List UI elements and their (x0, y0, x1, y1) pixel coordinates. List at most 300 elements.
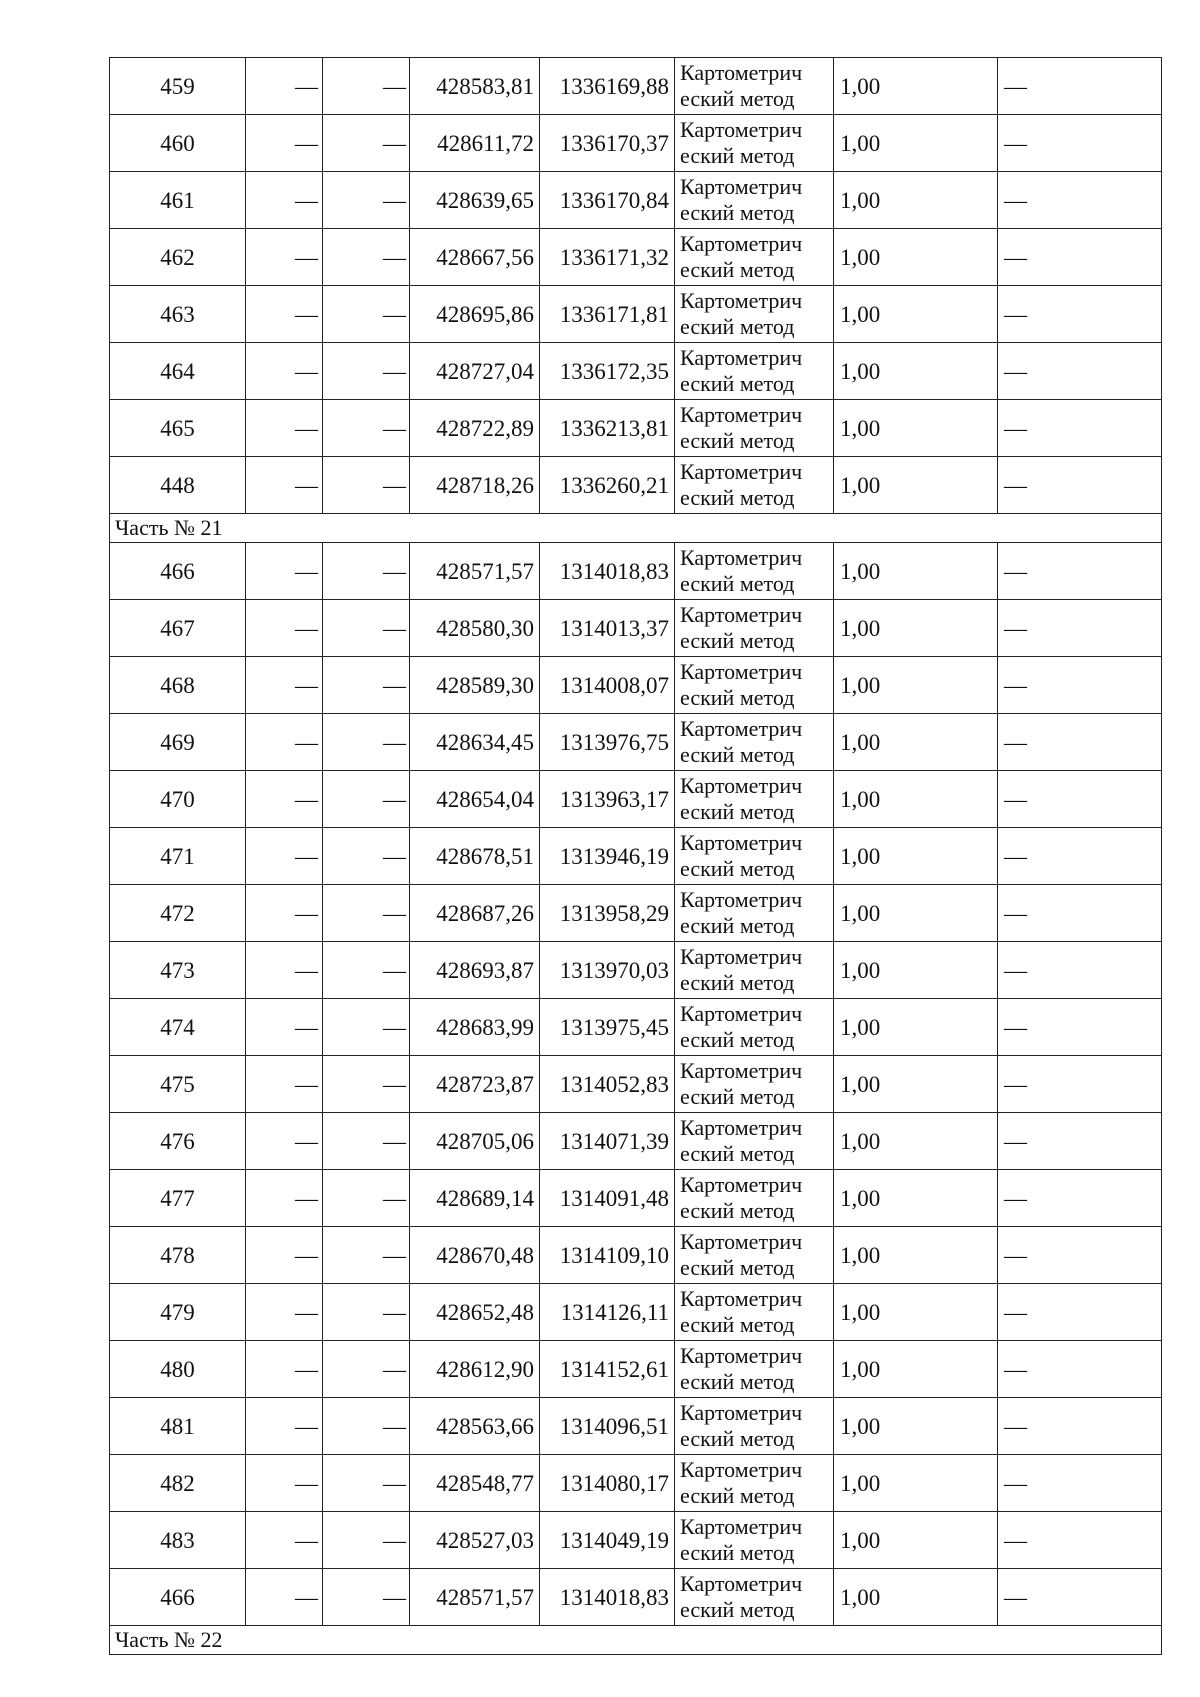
description-cell: — (998, 1398, 1162, 1455)
old-y-cell: — (323, 172, 410, 229)
method-line-2: еский метод (680, 1198, 795, 1223)
old-x-cell: — (246, 1227, 323, 1284)
method-line-2: еский метод (680, 913, 795, 938)
point-number-cell: 479 (110, 1284, 246, 1341)
old-y-cell: — (323, 1569, 410, 1626)
y-coordinate-cell: 1314152,61 (540, 1341, 675, 1398)
method-line-1: Картометрич (680, 1571, 803, 1596)
old-y-cell: — (323, 58, 410, 115)
old-y-cell: — (323, 343, 410, 400)
x-coordinate-cell: 428695,86 (410, 286, 540, 343)
old-y-cell: — (323, 286, 410, 343)
method-line-1: Картометрич (680, 60, 803, 85)
y-coordinate-cell: 1313958,29 (540, 885, 675, 942)
point-number-cell: 464 (110, 343, 246, 400)
description-cell: — (998, 115, 1162, 172)
old-x-cell: — (246, 942, 323, 999)
table-row (110, 714, 1162, 771)
x-coordinate-cell: 428571,57 (410, 1569, 540, 1626)
method-line-2: еский метод (680, 970, 795, 995)
accuracy-cell: 1,00 (834, 1398, 998, 1455)
method-cell (675, 828, 834, 885)
table-row (110, 343, 1162, 400)
table-row (110, 1170, 1162, 1227)
method-cell (675, 1455, 834, 1512)
description-cell: — (998, 714, 1162, 771)
old-y-cell: — (323, 828, 410, 885)
x-coordinate-cell: 428683,99 (410, 999, 540, 1056)
y-coordinate-cell: 1313975,45 (540, 999, 675, 1056)
y-coordinate-cell: 1314080,17 (540, 1455, 675, 1512)
method-cell (675, 1056, 834, 1113)
old-x-cell: — (246, 1398, 323, 1455)
old-x-cell: — (246, 1569, 323, 1626)
method-line-2: еский метод (680, 1426, 795, 1451)
description-cell: — (998, 58, 1162, 115)
old-y-cell: — (323, 1056, 410, 1113)
old-x-cell: — (246, 115, 323, 172)
coordinates-document (109, 57, 1161, 1655)
point-number-cell: 471 (110, 828, 246, 885)
table-row (110, 1455, 1162, 1512)
old-y-cell: — (323, 1284, 410, 1341)
method-line-2: еский метод (680, 86, 795, 111)
table-row (110, 115, 1162, 172)
x-coordinate-cell: 428611,72 (410, 115, 540, 172)
old-x-cell: — (246, 771, 323, 828)
method-line-2: еский метод (680, 685, 795, 710)
description-cell: — (998, 1227, 1162, 1284)
method-line-2: еский метод (680, 1312, 795, 1337)
description-cell: — (998, 343, 1162, 400)
table-row (110, 600, 1162, 657)
method-line-1: Картометрич (680, 1115, 803, 1140)
accuracy-cell: 1,00 (834, 1056, 998, 1113)
old-y-cell: — (323, 885, 410, 942)
accuracy-cell: 1,00 (834, 942, 998, 999)
y-coordinate-cell: 1314049,19 (540, 1512, 675, 1569)
method-cell (675, 885, 834, 942)
x-coordinate-cell: 428723,87 (410, 1056, 540, 1113)
method-line-1: Картометрич (680, 174, 803, 199)
accuracy-cell: 1,00 (834, 543, 998, 600)
old-y-cell: — (323, 543, 410, 600)
accuracy-cell: 1,00 (834, 1455, 998, 1512)
old-y-cell: — (323, 1455, 410, 1512)
method-cell (675, 286, 834, 343)
description-cell: — (998, 600, 1162, 657)
method-cell (675, 600, 834, 657)
method-line-1: Картометрич (680, 602, 803, 627)
point-number-cell: 460 (110, 115, 246, 172)
point-number-cell: 472 (110, 885, 246, 942)
description-cell: — (998, 1569, 1162, 1626)
method-line-2: еский метод (680, 1084, 795, 1109)
method-cell (675, 1284, 834, 1341)
method-cell (675, 1512, 834, 1569)
method-cell (675, 343, 834, 400)
old-y-cell: — (323, 999, 410, 1056)
description-cell: — (998, 1284, 1162, 1341)
method-line-1: Картометрич (680, 1001, 803, 1026)
method-line-2: еский метод (680, 856, 795, 881)
method-line-1: Картометрич (680, 402, 803, 427)
table-row (110, 229, 1162, 286)
table-row (110, 1512, 1162, 1569)
accuracy-cell: 1,00 (834, 343, 998, 400)
y-coordinate-cell: 1314091,48 (540, 1170, 675, 1227)
point-number-cell: 468 (110, 657, 246, 714)
old-x-cell: — (246, 343, 323, 400)
section-label: Часть № 22 (110, 1626, 1162, 1655)
table-row (110, 885, 1162, 942)
point-number-cell: 482 (110, 1455, 246, 1512)
description-cell: — (998, 1512, 1162, 1569)
point-number-cell: 473 (110, 942, 246, 999)
x-coordinate-cell: 428634,45 (410, 714, 540, 771)
section-header-row (110, 1626, 1162, 1655)
point-number-cell: 475 (110, 1056, 246, 1113)
accuracy-cell: 1,00 (834, 58, 998, 115)
method-cell (675, 1113, 834, 1170)
point-number-cell: 463 (110, 286, 246, 343)
accuracy-cell: 1,00 (834, 600, 998, 657)
method-cell (675, 172, 834, 229)
method-line-1: Картометрич (680, 459, 803, 484)
description-cell: — (998, 1170, 1162, 1227)
method-line-2: еский метод (680, 1369, 795, 1394)
y-coordinate-cell: 1314008,07 (540, 657, 675, 714)
accuracy-cell: 1,00 (834, 1569, 998, 1626)
method-line-2: еский метод (680, 485, 795, 510)
method-line-2: еский метод (680, 314, 795, 339)
old-x-cell: — (246, 600, 323, 657)
old-y-cell: — (323, 1512, 410, 1569)
x-coordinate-cell: 428667,56 (410, 229, 540, 286)
table-row (110, 172, 1162, 229)
old-x-cell: — (246, 172, 323, 229)
method-line-2: еский метод (680, 1027, 795, 1052)
x-coordinate-cell: 428589,30 (410, 657, 540, 714)
description-cell: — (998, 400, 1162, 457)
method-cell (675, 1398, 834, 1455)
table-row (110, 286, 1162, 343)
method-line-1: Картометрич (680, 545, 803, 570)
y-coordinate-cell: 1314013,37 (540, 600, 675, 657)
x-coordinate-cell: 428670,48 (410, 1227, 540, 1284)
section-header-row (110, 514, 1162, 543)
method-cell (675, 1569, 834, 1626)
y-coordinate-cell: 1314071,39 (540, 1113, 675, 1170)
y-coordinate-cell: 1336171,32 (540, 229, 675, 286)
description-cell: — (998, 1056, 1162, 1113)
point-number-cell: 461 (110, 172, 246, 229)
point-number-cell: 470 (110, 771, 246, 828)
accuracy-cell: 1,00 (834, 400, 998, 457)
old-x-cell: — (246, 1113, 323, 1170)
x-coordinate-cell: 428571,57 (410, 543, 540, 600)
x-coordinate-cell: 428678,51 (410, 828, 540, 885)
old-y-cell: — (323, 115, 410, 172)
y-coordinate-cell: 1336170,84 (540, 172, 675, 229)
old-y-cell: — (323, 771, 410, 828)
method-line-2: еский метод (680, 628, 795, 653)
method-line-2: еский метод (680, 742, 795, 767)
old-y-cell: — (323, 942, 410, 999)
method-cell (675, 942, 834, 999)
x-coordinate-cell: 428527,03 (410, 1512, 540, 1569)
method-cell (675, 1341, 834, 1398)
accuracy-cell: 1,00 (834, 1512, 998, 1569)
coordinates-table-body (110, 58, 1162, 1655)
x-coordinate-cell: 428727,04 (410, 343, 540, 400)
method-line-2: еский метод (680, 257, 795, 282)
method-line-1: Картометрич (680, 1058, 803, 1083)
y-coordinate-cell: 1336260,21 (540, 457, 675, 514)
old-x-cell: — (246, 657, 323, 714)
method-cell (675, 771, 834, 828)
point-number-cell: 476 (110, 1113, 246, 1170)
old-y-cell: — (323, 600, 410, 657)
y-coordinate-cell: 1336170,37 (540, 115, 675, 172)
method-cell (675, 543, 834, 600)
method-line-1: Картометрич (680, 773, 803, 798)
y-coordinate-cell: 1314018,83 (540, 543, 675, 600)
table-row (110, 657, 1162, 714)
y-coordinate-cell: 1336213,81 (540, 400, 675, 457)
old-y-cell: — (323, 1227, 410, 1284)
method-line-1: Картометрич (680, 1457, 803, 1482)
description-cell: — (998, 942, 1162, 999)
table-row (110, 1341, 1162, 1398)
point-number-cell: 478 (110, 1227, 246, 1284)
point-number-cell: 483 (110, 1512, 246, 1569)
section-label: Часть № 21 (110, 514, 1162, 543)
description-cell: — (998, 543, 1162, 600)
method-line-1: Картометрич (680, 716, 803, 741)
description-cell: — (998, 657, 1162, 714)
old-y-cell: — (323, 1341, 410, 1398)
method-line-1: Картометрич (680, 1343, 803, 1368)
old-x-cell: — (246, 1512, 323, 1569)
x-coordinate-cell: 428639,65 (410, 172, 540, 229)
method-cell (675, 229, 834, 286)
accuracy-cell: 1,00 (834, 1113, 998, 1170)
old-y-cell: — (323, 1398, 410, 1455)
x-coordinate-cell: 428612,90 (410, 1341, 540, 1398)
method-line-2: еский метод (680, 428, 795, 453)
point-number-cell: 467 (110, 600, 246, 657)
old-x-cell: — (246, 1341, 323, 1398)
y-coordinate-cell: 1313970,03 (540, 942, 675, 999)
point-number-cell: 459 (110, 58, 246, 115)
x-coordinate-cell: 428583,81 (410, 58, 540, 115)
y-coordinate-cell: 1313963,17 (540, 771, 675, 828)
method-cell (675, 1170, 834, 1227)
accuracy-cell: 1,00 (834, 457, 998, 514)
y-coordinate-cell: 1336171,81 (540, 286, 675, 343)
method-line-1: Картометрич (680, 231, 803, 256)
method-cell (675, 457, 834, 514)
x-coordinate-cell: 428654,04 (410, 771, 540, 828)
x-coordinate-cell: 428705,06 (410, 1113, 540, 1170)
accuracy-cell: 1,00 (834, 828, 998, 885)
method-line-2: еский метод (680, 1483, 795, 1508)
y-coordinate-cell: 1314109,10 (540, 1227, 675, 1284)
x-coordinate-cell: 428580,30 (410, 600, 540, 657)
old-y-cell: — (323, 400, 410, 457)
old-x-cell: — (246, 1170, 323, 1227)
method-line-2: еский метод (680, 1540, 795, 1565)
y-coordinate-cell: 1314096,51 (540, 1398, 675, 1455)
description-cell: — (998, 229, 1162, 286)
accuracy-cell: 1,00 (834, 657, 998, 714)
description-cell: — (998, 885, 1162, 942)
table-row (110, 1569, 1162, 1626)
method-line-2: еский метод (680, 799, 795, 824)
point-number-cell: 469 (110, 714, 246, 771)
old-y-cell: — (323, 229, 410, 286)
method-line-1: Картометрич (680, 659, 803, 684)
method-line-2: еский метод (680, 1141, 795, 1166)
x-coordinate-cell: 428689,14 (410, 1170, 540, 1227)
y-coordinate-cell: 1313946,19 (540, 828, 675, 885)
table-row (110, 942, 1162, 999)
method-line-1: Картометрич (680, 117, 803, 142)
method-line-1: Картометрич (680, 830, 803, 855)
accuracy-cell: 1,00 (834, 885, 998, 942)
accuracy-cell: 1,00 (834, 286, 998, 343)
description-cell: — (998, 771, 1162, 828)
old-x-cell: — (246, 999, 323, 1056)
table-row (110, 999, 1162, 1056)
method-cell (675, 657, 834, 714)
accuracy-cell: 1,00 (834, 1284, 998, 1341)
accuracy-cell: 1,00 (834, 229, 998, 286)
table-row (110, 543, 1162, 600)
description-cell: — (998, 1113, 1162, 1170)
table-row (110, 1398, 1162, 1455)
method-line-2: еский метод (680, 143, 795, 168)
accuracy-cell: 1,00 (834, 1227, 998, 1284)
table-row (110, 400, 1162, 457)
method-cell (675, 58, 834, 115)
method-line-2: еский метод (680, 571, 795, 596)
method-line-1: Картометрич (680, 1286, 803, 1311)
old-x-cell: — (246, 1284, 323, 1341)
method-cell (675, 714, 834, 771)
description-cell: — (998, 1455, 1162, 1512)
old-x-cell: — (246, 457, 323, 514)
method-line-1: Картометрич (680, 345, 803, 370)
method-line-2: еский метод (680, 1255, 795, 1280)
method-cell (675, 400, 834, 457)
x-coordinate-cell: 428693,87 (410, 942, 540, 999)
table-row (110, 1227, 1162, 1284)
old-x-cell: — (246, 1455, 323, 1512)
old-x-cell: — (246, 58, 323, 115)
y-coordinate-cell: 1314126,11 (540, 1284, 675, 1341)
method-cell (675, 999, 834, 1056)
y-coordinate-cell: 1313976,75 (540, 714, 675, 771)
point-number-cell: 480 (110, 1341, 246, 1398)
point-number-cell: 466 (110, 1569, 246, 1626)
method-line-1: Картометрич (680, 288, 803, 313)
point-number-cell: 477 (110, 1170, 246, 1227)
method-line-1: Картометрич (680, 944, 803, 969)
old-y-cell: — (323, 1113, 410, 1170)
method-line-1: Картометрич (680, 1400, 803, 1425)
accuracy-cell: 1,00 (834, 1170, 998, 1227)
method-line-2: еский метод (680, 200, 795, 225)
table-row (110, 457, 1162, 514)
description-cell: — (998, 457, 1162, 514)
description-cell: — (998, 286, 1162, 343)
accuracy-cell: 1,00 (834, 1341, 998, 1398)
old-x-cell: — (246, 229, 323, 286)
table-row (110, 58, 1162, 115)
accuracy-cell: 1,00 (834, 714, 998, 771)
point-number-cell: 462 (110, 229, 246, 286)
accuracy-cell: 1,00 (834, 115, 998, 172)
description-cell: — (998, 172, 1162, 229)
table-row (110, 1056, 1162, 1113)
accuracy-cell: 1,00 (834, 771, 998, 828)
accuracy-cell: 1,00 (834, 999, 998, 1056)
x-coordinate-cell: 428563,66 (410, 1398, 540, 1455)
y-coordinate-cell: 1336169,88 (540, 58, 675, 115)
description-cell: — (998, 999, 1162, 1056)
table-row (110, 1284, 1162, 1341)
method-line-1: Картометрич (680, 887, 803, 912)
point-number-cell: 466 (110, 543, 246, 600)
y-coordinate-cell: 1314018,83 (540, 1569, 675, 1626)
old-x-cell: — (246, 543, 323, 600)
old-x-cell: — (246, 400, 323, 457)
old-y-cell: — (323, 714, 410, 771)
method-line-1: Картометрич (680, 1172, 803, 1197)
x-coordinate-cell: 428548,77 (410, 1455, 540, 1512)
x-coordinate-cell: 428687,26 (410, 885, 540, 942)
old-x-cell: — (246, 1056, 323, 1113)
old-y-cell: — (323, 457, 410, 514)
accuracy-cell: 1,00 (834, 172, 998, 229)
method-line-1: Картометрич (680, 1229, 803, 1254)
x-coordinate-cell: 428718,26 (410, 457, 540, 514)
old-x-cell: — (246, 885, 323, 942)
y-coordinate-cell: 1314052,83 (540, 1056, 675, 1113)
old-x-cell: — (246, 286, 323, 343)
x-coordinate-cell: 428722,89 (410, 400, 540, 457)
old-y-cell: — (323, 657, 410, 714)
old-x-cell: — (246, 714, 323, 771)
x-coordinate-cell: 428652,48 (410, 1284, 540, 1341)
old-x-cell: — (246, 828, 323, 885)
point-number-cell: 474 (110, 999, 246, 1056)
table-row (110, 771, 1162, 828)
description-cell: — (998, 1341, 1162, 1398)
coordinates-table (109, 57, 1162, 1655)
old-y-cell: — (323, 1170, 410, 1227)
point-number-cell: 481 (110, 1398, 246, 1455)
table-row (110, 1113, 1162, 1170)
point-number-cell: 448 (110, 457, 246, 514)
table-row (110, 828, 1162, 885)
method-line-1: Картометрич (680, 1514, 803, 1539)
y-coordinate-cell: 1336172,35 (540, 343, 675, 400)
point-number-cell: 465 (110, 400, 246, 457)
description-cell: — (998, 828, 1162, 885)
